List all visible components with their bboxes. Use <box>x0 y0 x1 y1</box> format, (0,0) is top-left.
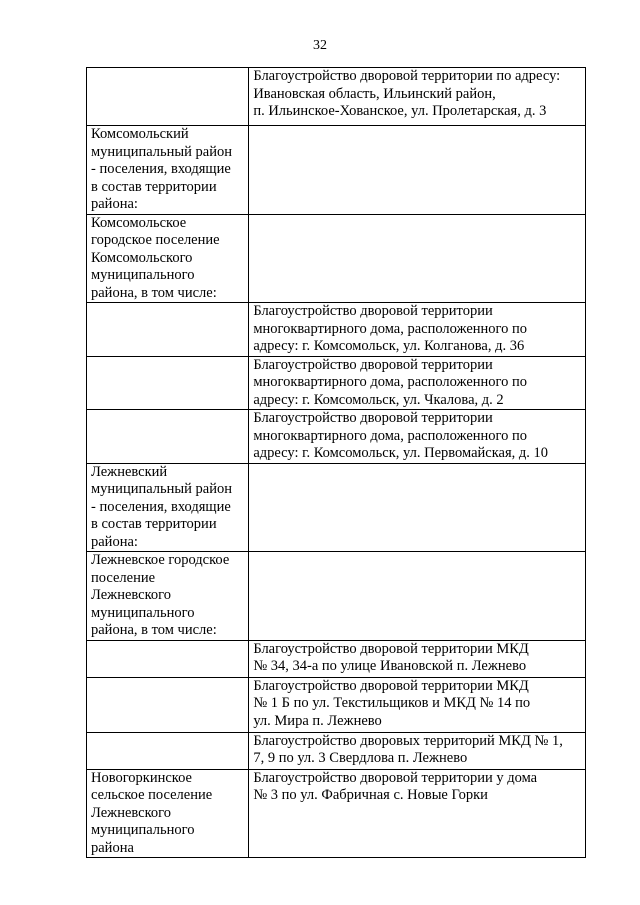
municipality-cell-line: поселение <box>91 569 156 586</box>
object-cell <box>249 410 586 464</box>
object-cell-line: многоквартирного дома, расположенного по <box>253 374 528 390</box>
object-cell-line: многоквартирного дома, расположенного по <box>253 427 528 444</box>
object-cell-line: Благоустройство дворовой территории МКД <box>253 677 529 694</box>
municipality-cell <box>87 463 249 552</box>
table-row <box>87 677 586 732</box>
object-cell <box>249 677 586 732</box>
table-row <box>87 463 586 552</box>
table-row <box>87 410 586 464</box>
table-row <box>87 769 586 858</box>
municipality-cell-line: района, в том числе: <box>91 622 217 638</box>
object-cell-line: адресу: г. Комсомольск, ул. Чкалова, д. 2 <box>253 391 504 408</box>
object-cell-line: Благоустройство дворовой территории по адресу: <box>253 68 561 84</box>
improvement-table <box>86 67 586 858</box>
municipality-cell <box>87 640 249 677</box>
table-row <box>87 732 586 769</box>
municipality-cell-line: Лежневский <box>91 463 168 480</box>
municipality-cell <box>87 126 249 215</box>
object-cell-line: Благоустройство дворовой территории <box>253 410 493 426</box>
municipality-cell-line: района: <box>91 196 138 212</box>
table-row <box>87 552 586 641</box>
municipality-cell <box>87 552 249 641</box>
municipality-cell-line: сельское поселение <box>91 787 213 803</box>
municipality-cell-line: района, в том числе: <box>91 284 217 301</box>
municipality-cell-line: городское поселение <box>91 232 220 248</box>
municipality-cell-line: муниципальный район <box>91 143 232 160</box>
municipality-cell-line: - поселения, входящие <box>91 161 231 177</box>
municipality-cell-line: Комсомольское <box>91 214 187 231</box>
municipality-cell-line: Комсомольского <box>91 249 193 266</box>
object-cell <box>249 303 586 357</box>
object-cell <box>249 640 586 677</box>
object-cell-line: многоквартирного дома, расположенного по <box>253 320 528 337</box>
table-row <box>87 68 586 126</box>
municipality-cell-line: в состав территории <box>91 516 217 532</box>
object-cell <box>249 732 586 769</box>
object-cell-line: Ивановская область, Ильинский район, <box>253 85 496 102</box>
table-row <box>87 214 586 303</box>
object-cell-line: № 3 по ул. Фабричная с. Новые Горки <box>253 787 488 803</box>
municipality-cell <box>87 677 249 732</box>
object-cell <box>249 126 586 215</box>
object-cell-line: Благоустройство дворовой территории у дома <box>253 769 538 786</box>
object-cell-line: Благоустройство дворовой территории <box>253 356 493 373</box>
municipality-cell-line: в состав территории <box>91 178 217 195</box>
table-row <box>87 303 586 357</box>
municipality-cell <box>87 303 249 357</box>
table-body <box>87 68 586 858</box>
municipality-cell <box>87 214 249 303</box>
municipality-cell-line: муниципального <box>91 267 195 283</box>
municipality-cell-line: муниципального <box>91 604 195 621</box>
object-cell-line: адресу: г. Комсомольск, ул. Первомайская, д. 10 <box>253 445 549 461</box>
table-row <box>87 126 586 215</box>
municipality-cell <box>87 68 249 126</box>
object-cell-line: Благоустройство дворовых территорий МКД № 1, <box>253 732 563 749</box>
municipality-cell-line: муниципальный район <box>91 481 232 497</box>
object-cell-line: № 1 Б по ул. Текстильщиков и МКД № 14 по <box>253 695 531 711</box>
municipality-cell-line: Лежневское городское <box>91 552 230 568</box>
municipality-cell-line: Лежневского <box>91 587 171 603</box>
municipality-cell-line: - поселения, входящие <box>91 498 231 515</box>
object-cell-line: Благоустройство дворовой территории <box>253 303 493 319</box>
object-cell-line: п. Ильинское-Хованское, ул. Пролетарская, д. 3 <box>253 103 547 119</box>
municipality-cell-line: Лежневского <box>91 804 171 821</box>
object-cell <box>249 463 586 552</box>
page-number: 32 <box>313 38 327 53</box>
municipality-cell-line: Комсомольский <box>91 126 189 142</box>
object-cell-line: Благоустройство дворовой территории МКД <box>253 640 529 657</box>
municipality-cell-line: района <box>91 839 134 856</box>
object-cell <box>249 356 586 410</box>
object-cell-line: № 34, 34-а по улице Ивановской п. Лежнево <box>253 658 527 674</box>
object-cell <box>249 214 586 303</box>
municipality-cell <box>87 732 249 769</box>
municipality-cell-line: муниципального <box>91 822 195 838</box>
object-cell-line: адресу: г. Комсомольск, ул. Колганова, д. 36 <box>253 338 525 354</box>
municipality-cell <box>87 769 249 858</box>
object-cell-line: ул. Мира п. Лежнево <box>253 712 382 729</box>
table-row <box>87 356 586 410</box>
object-cell-line: 7, 9 по ул. 3 Свердлова п. Лежнево <box>253 750 468 766</box>
object-cell <box>249 769 586 858</box>
municipality-cell-line: Новогоркинское <box>91 769 192 786</box>
municipality-cell <box>87 410 249 464</box>
table-row <box>87 640 586 677</box>
municipality-cell-line: района: <box>91 533 138 550</box>
municipality-cell <box>87 356 249 410</box>
object-cell <box>249 552 586 641</box>
object-cell <box>249 68 586 126</box>
